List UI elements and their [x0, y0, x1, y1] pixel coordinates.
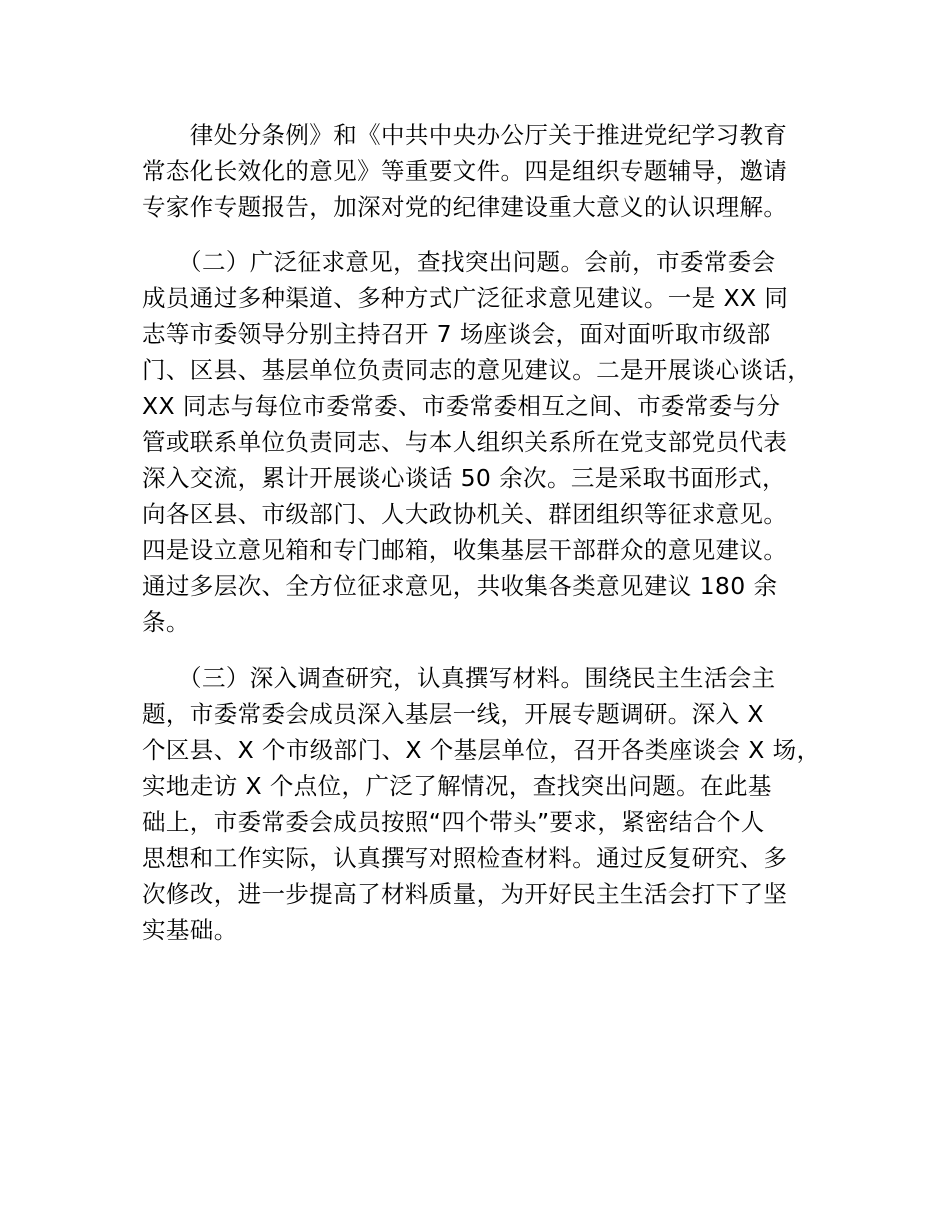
- text-line: 思想和工作实际，认真撰写对照检查材料。通过反复研究、多: [142, 844, 788, 872]
- text-line: 深入交流，累计开展谈心谈话 50 余次。三是采取书面形式，: [142, 464, 786, 492]
- text-line: 律处分条例》和《中共中央办公厅关于推进党纪学习教育: [142, 121, 788, 149]
- text-line: 志等市委领导分别主持召开 7 场座谈会，面对面听取市级部: [142, 320, 771, 348]
- text-line: 题，市委常委会成员深入基层一线，开展专题调研。深入 X: [142, 700, 764, 728]
- text-line: 个区县、X 个市级部门、X 个基层单位，召开各类座谈会 X 场，: [142, 736, 821, 764]
- text-line: 向各区县、市级部门、人大政协机关、群团组织等征求意见。: [142, 500, 788, 528]
- text-line: 成员通过多种渠道、多种方式广泛征求意见建议。一是 XX 同: [142, 284, 789, 312]
- text-line: 条。: [142, 608, 190, 636]
- text-line: 实基础。: [142, 916, 238, 944]
- text-line: （三）深入调查研究，认真撰写材料。围绕民主生活会主: [142, 664, 776, 692]
- text-line: 四是设立意见箱和专门邮箱，收集基层干部群众的意见建议。: [142, 536, 788, 564]
- document-body: [142, 117, 842, 948]
- text-line: 次修改，进一步提高了材料质量，为开好民主生活会打下了坚: [142, 880, 788, 908]
- text-line: 门、区县、基层单位负责同志的意见建议。二是开展谈心谈话，: [142, 356, 812, 384]
- text-line: XX 同志与每位市委常委、市委常委相互之间、市委常委与分: [142, 392, 781, 420]
- paragraph-continuation: [142, 117, 842, 225]
- text-line: 常态化长效化的意见》等重要文件。四是组织专题辅导，邀请: [142, 157, 788, 185]
- text-line: 础上，市委常委会成员按照“四个带头”要求，紧密结合个人: [142, 808, 765, 836]
- text-line: 专家作专题报告，加深对党的纪律建设重大意义的认识理解。: [142, 193, 788, 221]
- paragraph-solicit-opinions: [142, 244, 842, 640]
- text-line: 实地走访 X 个点位，广泛了解情况，查找突出问题。在此基: [142, 772, 772, 800]
- paragraph-research: [142, 660, 842, 948]
- text-line: 管或联系单位负责同志、与本人组织关系所在党支部党员代表: [142, 428, 788, 456]
- text-line: 通过多层次、全方位征求意见，共收集各类意见建议 180 余: [142, 572, 778, 600]
- text-line: （二）广泛征求意见，查找突出问题。会前，市委常委会: [142, 248, 776, 276]
